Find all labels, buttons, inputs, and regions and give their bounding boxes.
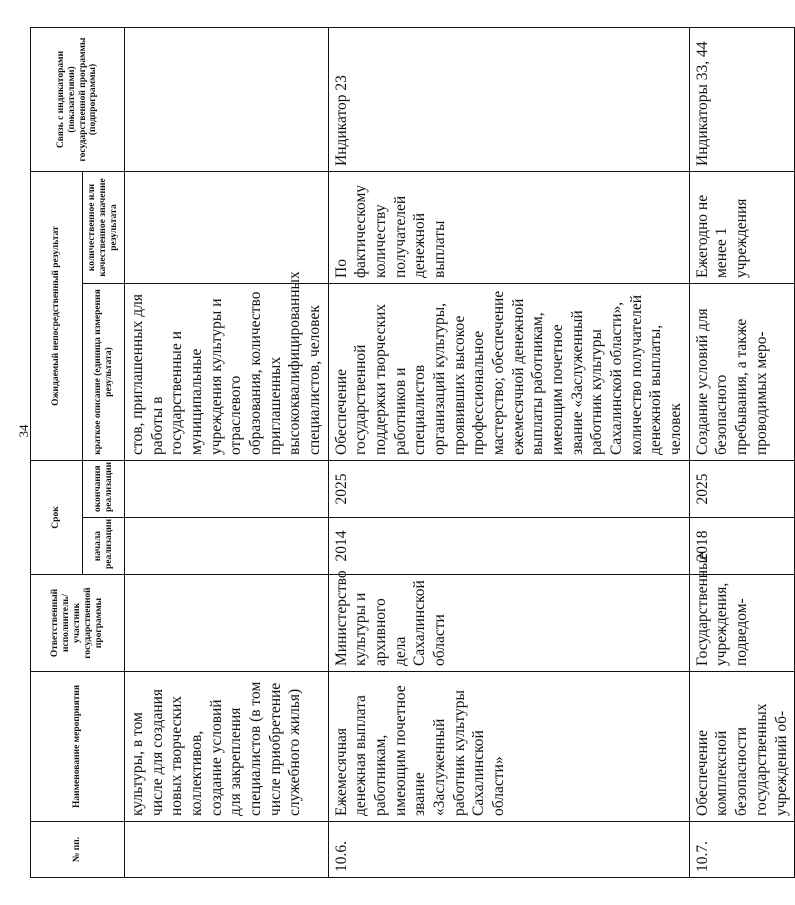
page-number: 34 bbox=[16, 424, 31, 438]
header-row bbox=[31, 28, 83, 878]
cell-name: культуры, в том числе для создания новых творческих коллективов, создание условий для закрепления специалистов (в том числе приобретение служебного жилья) bbox=[125, 672, 329, 822]
cell-end: 2025 bbox=[328, 461, 689, 518]
cell-indicator: Индикаторы 33, 44 bbox=[689, 28, 794, 172]
cell-num: 10.6. bbox=[328, 822, 689, 878]
table-row bbox=[328, 28, 689, 878]
cell-description: стов, приглашенных для работы в государственные и муниципальные учреждения культуры и отраслевого образования, количество приглашенных высококвалифицированных специалистов, человек bbox=[125, 284, 329, 461]
activities-table bbox=[30, 27, 795, 878]
rotated-table-container bbox=[30, 28, 790, 878]
table-row bbox=[689, 28, 794, 878]
cell-description: Обеспечение государственной поддержки творческих работников и специалистов организаций культуры, проявивших высокое профессиональное мастерство; обеспечение ежемесячной денежной выплаты работникам, имеющим почетное звание «Заслуженный работник культуры Сахалинской области», количество получателей денежной выплаты, человек bbox=[328, 284, 689, 461]
header-end: окончания реализации bbox=[83, 461, 125, 518]
cell-responsible: Министерство культуры и архивного дела Сахалинской области bbox=[328, 575, 689, 672]
cell-name: Обеспечение комплексной безопасности государственных учреждений об- bbox=[689, 672, 794, 822]
header-responsible: Ответственный исполнитель/участник государственной программы bbox=[31, 575, 125, 672]
header-result: Ожидаемый непосредственный результат bbox=[31, 172, 83, 461]
cell-start: 2018 bbox=[689, 518, 794, 575]
cell-responsible bbox=[125, 575, 329, 672]
cell-indicator bbox=[125, 28, 329, 172]
cell-description: Создание условий для безопасного пребывания, а также проводимых меро- bbox=[689, 284, 794, 461]
cell-value: Ежегодно не менее 1 учреждения bbox=[689, 172, 794, 284]
table-row bbox=[125, 28, 329, 878]
cell-value bbox=[125, 172, 329, 284]
header-term: Срок bbox=[31, 461, 83, 575]
cell-responsible: Государственные учреждения, подведом- bbox=[689, 575, 794, 672]
cell-name: Ежемесячная денежная выплата работникам, имеющим почетное звание «Заслуженный работник культуры Сахалинской области» bbox=[328, 672, 689, 822]
cell-value: По фактическому количеству получателей денежной выплаты bbox=[328, 172, 689, 284]
header-num: № пп. bbox=[31, 822, 125, 878]
cell-end bbox=[125, 461, 329, 518]
header-indicator-link: Связь с индикаторами (показателями) государственной программы (подпрограммы) bbox=[31, 28, 125, 172]
cell-start bbox=[125, 518, 329, 575]
cell-start: 2014 bbox=[328, 518, 689, 575]
header-name: Наименование мероприятия bbox=[31, 672, 125, 822]
cell-num bbox=[125, 822, 329, 878]
header-value: количественное или качественное значение результата bbox=[83, 172, 125, 284]
cell-num: 10.7. bbox=[689, 822, 794, 878]
cell-indicator: Индикатор 23 bbox=[328, 28, 689, 172]
cell-end: 2025 bbox=[689, 461, 794, 518]
header-start: начала реализации bbox=[83, 518, 125, 575]
header-description: краткое описание (единица измерения результата) bbox=[83, 284, 125, 461]
